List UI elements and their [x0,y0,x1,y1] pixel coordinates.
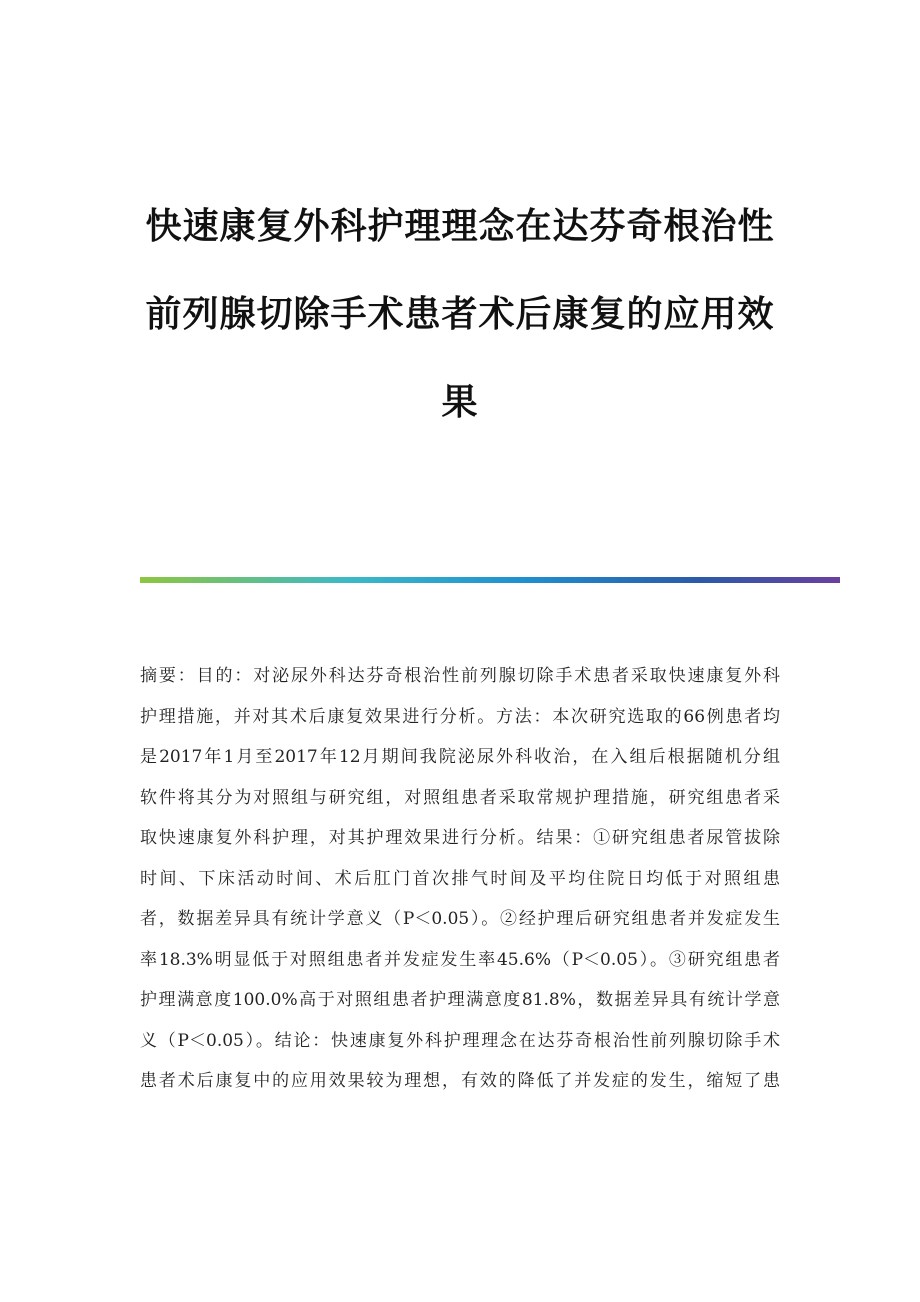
abstract-line: 护理满意度100.0%高于对照组患者护理满意度81.8%，数据差异具有统计学意 [140,990,780,1010]
abstract-line: 软件将其分为对照组与研究组，对照组患者采取常规护理措施，研究组患者采 [140,787,780,808]
abstract-line: 时间、下床活动时间、术后肛门首次排气时间及平均住院日均低于对照组患 [140,868,780,889]
abstract-paragraph [140,656,780,1102]
abstract-line: 取快速康复外科护理，对其护理效果进行分析。结果：①研究组患者尿管拔除 [140,828,780,848]
abstract-line: 护理措施，并对其术后康复效果进行分析。方法：本次研究选取的66例患者均 [140,706,780,727]
title-line: 前列腺切除手术患者术后康复的应用效 [145,293,775,335]
abstract-line: 是2017年1月至2017年12月期间我院泌尿外科收治，在入组后根据随机分组 [140,747,780,767]
abstract-line: 率18.3%明显低于对照组患者并发症发生率45.6%（P＜0.05）。③研究组患者 [140,949,780,970]
abstract-line: 摘要：目的：对泌尿外科达芬奇根治性前列腺切除手术患者采取快速康复外科 [140,666,780,686]
title-line: 果 [441,381,479,423]
title-divider [140,577,840,583]
title-line: 快速康复外科护理理念在达芬奇根治性 [145,205,775,247]
abstract-line: 者，数据差异具有统计学意义（P＜0.05）。②经护理后研究组患者并发症发生 [140,909,780,929]
document-title [130,182,790,446]
abstract-line: 患者术后康复中的应用效果较为理想，有效的降低了并发症的发生，缩短了患 [140,1071,780,1091]
abstract-line: 义（P＜0.05）。结论：快速康复外科护理理念在达芬奇根治性前列腺切除手术 [140,1030,780,1051]
